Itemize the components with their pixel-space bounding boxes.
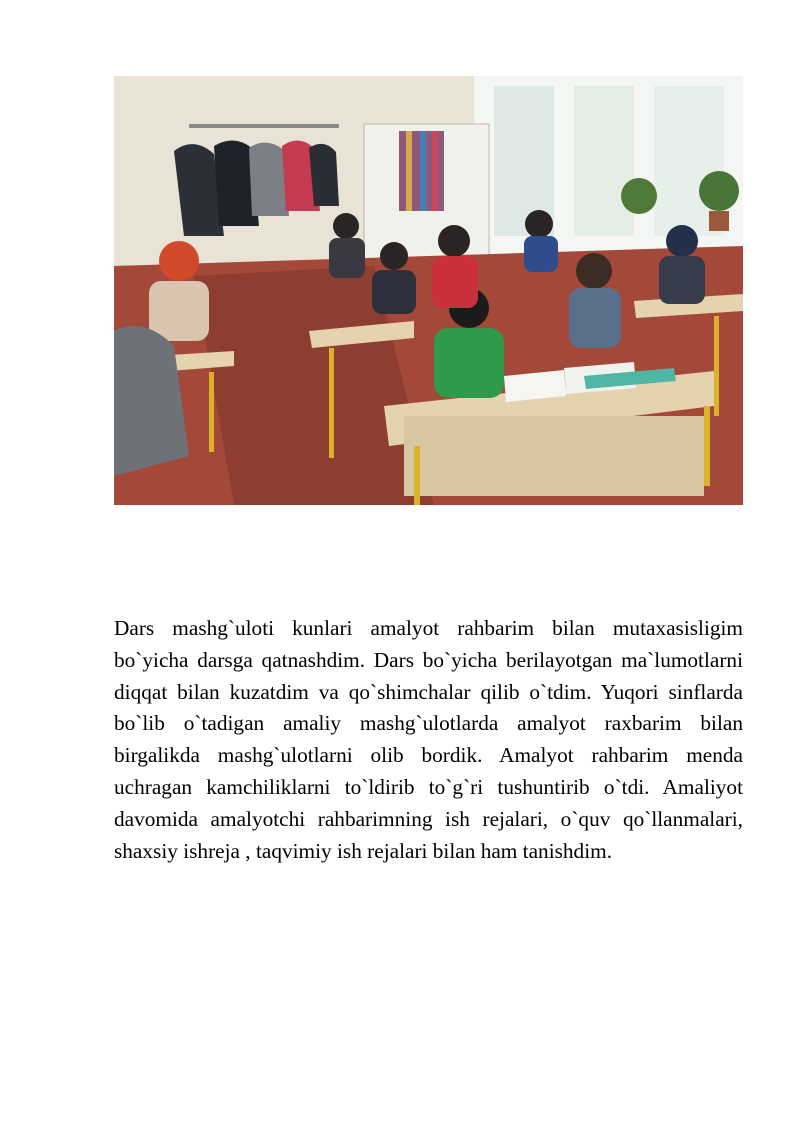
classroom-photo <box>114 76 743 505</box>
classroom-photo-illustration <box>114 76 743 505</box>
body-paragraph: Dars mashg`uloti kunlari amalyot rahbarim bilan mutaxasisligim bo`yicha darsga qatnashdim. Dars bo`yicha berilayotgan ma`lumotlarni diqqat bilan kuzatdim va qo`shimchalar qilib o`tdim. Yuqori sinflarda bo`lib o`tadigan amaliy mashg`ulotlarda amalyot raxbarim bilan birgalikda mashg`ulotlarni olib bordik. Amalyot rahbarim menda uchragan kamchiliklarni to`ldirib to`g`ri tushuntirib o`tdi. Amaliyot davomida amalyotchi rahbarimning ish rejalari, o`quv qo`llanmalari, shaxsiy ishreja , taqvimiy ish rejalari bilan ham tanishdim. <box>114 616 743 863</box>
